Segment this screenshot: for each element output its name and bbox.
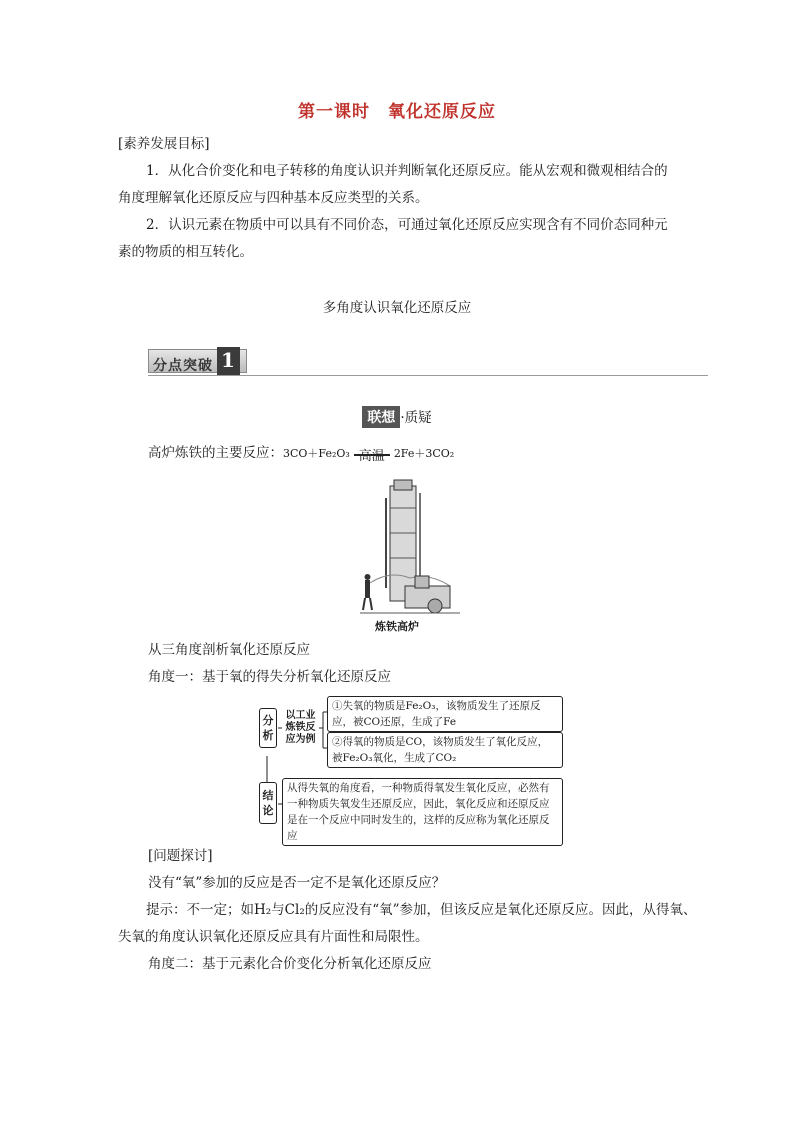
section-banner	[148, 345, 708, 377]
discussion-question: 没有“氧”参加的反应是否一定不是氧化还原反应？	[148, 875, 446, 891]
reaction-right: 2Fe＋3CO₂	[393, 447, 455, 460]
reaction-left: 3CO＋Fe₂O₃	[283, 447, 350, 460]
banner-number: 1	[217, 347, 240, 375]
section-title: 多角度认识氧化还原反应	[322, 300, 472, 316]
diagram-label-conclusion: 结论	[259, 782, 277, 824]
analysis-intro: 从三角度剖析氧化还原反应	[148, 642, 310, 658]
reaction-condition-text: 高温	[358, 449, 385, 464]
lianxiang-heading	[0, 406, 794, 428]
discussion-heading: [问题探讨]	[148, 848, 213, 864]
angle-two-heading: 角度二：基于元素化合价变化分析氧化还原反应	[148, 956, 432, 972]
lianxiang-box: 联想	[362, 406, 400, 428]
image-caption: 炼铁高炉	[375, 620, 419, 633]
banner-tag	[148, 349, 247, 373]
diagram-example-label: 以工业炼铁反应为例	[285, 710, 316, 745]
diagram-box-oxidation: ②得氧的物质是CO，该物质发生了氧化反应，被Fe₂O₃氧化，生成了CO₂	[327, 732, 563, 768]
goals-heading: [素养发展目标]	[118, 136, 210, 152]
diagram-label-analysis: 分析	[259, 708, 277, 748]
diagram-box-conclusion: 从得失氧的角度看，一种物质得氧发生氧化反应，必然有一种物质失氧发生还原反应，因此，氧化反应和还原反应是在一个反应中同时发生的，这样的反应称为氧化还原反应	[282, 778, 563, 846]
angle-one-heading: 角度一：基于氧的得失分析氧化还原反应	[148, 669, 391, 685]
discussion-answer: 提示：不一定；如H₂与Cl₂的反应没有“氧”参加，但该反应是氧化还原反应。因此，从得氧、失氧的角度认识氧化还原反应具有片面性和局限性。	[118, 902, 697, 945]
lianxiang-rest: ·质疑	[400, 410, 432, 426]
oxygen-analysis-diagram	[255, 694, 565, 842]
page-title: 第一课时 氧化还原反应	[298, 102, 496, 122]
blast-furnace-illustration	[360, 478, 460, 628]
reaction-prefix: 高炉炼铁的主要反应：	[148, 445, 283, 461]
reaction-equation	[148, 440, 454, 467]
diagram-box-reduction: ①失氧的物质是Fe₂O₃，该物质发生了还原反应，被CO还原，生成了Fe	[327, 696, 563, 732]
goal-item-2: 2．认识元素在物质中可以具有不同价态，可通过氧化还原反应实现含有不同价态同种元素的物质的相互转化。	[118, 217, 668, 260]
goal-item-1: 1．从化合价变化和电子转移的角度认识并判断氧化还原反应。能从宏观和微观相结合的角度理解氧化还原反应与四种基本反应类型的关系。	[118, 163, 668, 206]
banner-rule	[148, 375, 708, 376]
reaction-condition	[354, 449, 390, 464]
banner-label: 分点突破	[153, 358, 213, 374]
